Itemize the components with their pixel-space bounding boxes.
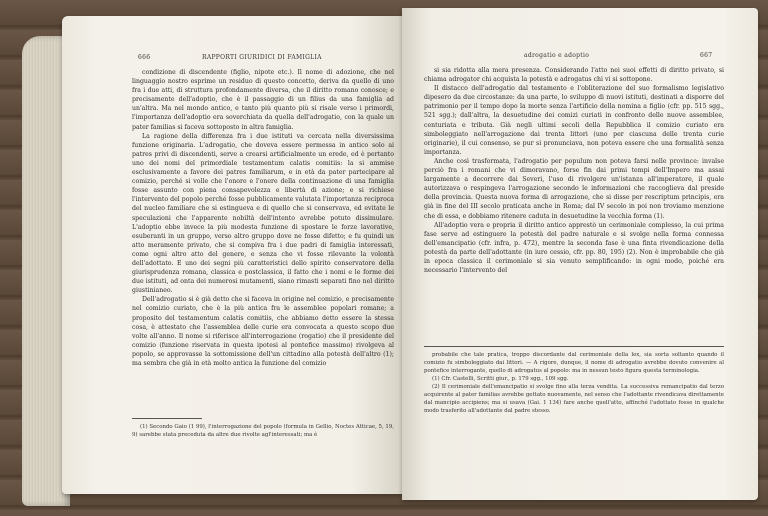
right-paragraph: Il distacco dell'adrogatio dal testamento e l'obliterazione del suo formalismo legislativo dipesero da due circostanze: da una parte, lo sviluppo di nuovi istituti, destinati a disporre del patrimonio per il tempo dopo la morte senza l'artificio della nomina a figlio (cfr. pp. 515 sgg., 521 sgg.); dall'altra, la desuetudine dei comizi curiati in confronto delle nuove assemblee, centuriata e tributa. Già negli ultimi secoli della Repubblica il comizio curiato era simboleggiato nell'arrogazione dai trenta littori (uno per ciascuna delle trenta curie originarie), il cui consenso, se pur si pronunciava, non poteva essere che una formalità senza importanza. bbox=[424, 85, 724, 156]
right-footnotes bbox=[424, 351, 724, 415]
right-running-head: adrogatio e adoptio bbox=[524, 52, 590, 59]
right-paragraph: All'adoptio vera e propria il diritto antico apprestò un cerimoniale complesso, la cui prima fase serve ad estinguere la potestà del padre naturale e si svolge nella forma connessa dell'emancipatio (cfr. infra, p. 472), mentre la seconda fase è una finta rivendicazione della potestà da parte dell'adottante (in iure cessio, cfr. pp. 80, 195) (2). Non è improbabile che già in epoca classica il cerimoniale si sia venuto semplificando: in ogni modo, poiché era necessario l'intervento del bbox=[424, 221, 724, 275]
left-paragraph: Dell'adrogatio si è già detto che si faceva in origine nel comizio, e precisamente nel comizio curiato, che è la più antica fra le assemblee popolari romane; a proposito del testamentum calatis comitiis, che abbiamo detto essere la stessa cosa, è attestato che l'assemblea delle curie era convocata a questo scopo due volte all'anno. Il nome si riferisce all'interrogazione (rogatio) che il presidente del comizio (funzione riservata in questa ipotesi al pontefice massimo) rivolgeva al popolo, se approvasse la sottomissione dell'un cittadino alla potestà dell'altro (1); ma sembra che già in età molto antica la funzione del comizio bbox=[132, 296, 394, 367]
footnote-rule bbox=[424, 346, 724, 347]
left-paragraph: condizione di discendente (figlio, nipote etc.). Il nome di adozione, che nel linguaggio nostro esprime un residuo di questo concetto, deriva da quello di uno fra i due atti, di struttura profondamente diversa, che il diritto romano conosce; e precisamente dell'adoptio, che è il passaggio di un filius da una famiglia ad un'altra. Ma nel mondo antico, e tanto più quanto più si risale verso i primordi, l'importanza dell'adoptio era soverchiata da quella dell'adrogatio, con la quale un pater familias si faceva sottoposto in altra famiglia. bbox=[132, 69, 394, 131]
left-page bbox=[62, 16, 402, 494]
footnote: (1) Cfr. Castelli, Scritti giur., p. 179 sgg., 109 sgg. bbox=[432, 376, 569, 382]
footnote-rule bbox=[132, 418, 202, 419]
left-paragraph: La ragione della differenza fra i due istituti va cercata nella diversissima funzione originaria. L'adrogatio, che doveva essere permessa in antico solo ai patres privi di discendenti, serve a crearsi artificialmente un erede, ed è pertanto uno dei nomi del primordiale testamentum calatis comitiis: la si ammise esclusivamente a favore dei patres familiarum, e in età da pater partecipare al comizio, perché si volle che l'onore e l'onere della continuazione di una famiglia fosse assunto con piena consapevolezza e libertà di azione; e si richiese l'intervento del popolo perché fosse pubblicamente valutata l'importanza reciproca del nucleo familiare che si estingueva e di quello che si conservava, ed evitate le speculazioni che l'apparente nobiltà dell'intento avrebbe potuto dissimulare. L'adoptio ebbe invece la più modesta funzione di spostare le forze lavorative, esuberanti in un gruppo, verso altro gruppo dove ne fosse difetto; e fu quindi un atto meramente privato, che si compiva fra i due padri di famiglia interessati, come ogni altro atto del genere, e senza che vi fosse rilevante la volontà dell'adottato. E uno dei segni più caratteristici dello spirito conservatore della giurisprudenza romana, classica e postclassica, il fatto che i nomi e le forme dei due istituti, ad onta dei numerosi mutamenti, siano rimasti separati fino nel diritto giustinianeo. bbox=[132, 132, 394, 295]
left-page-number: 666 bbox=[138, 54, 151, 61]
footnote: (2) Il cerimoniale dell'emancipatio si svolge fino alla terza vendita. La successiva remancipatio dal terzo acquirente al pater familias avrebbe gettato nuovamente, nel senso che l'adottante rivendicava direttamente dal mancipio accipiens; ma si usava (Gai. 1 134) fare anche quell'atto, affinché l'adottato fosse in qualche modo trasferito all'adottante dal padre stesso. bbox=[424, 384, 724, 414]
footnote: probabile che tale pratica, troppo discordante dal cerimoniale della lex, sia sorta soltanto quando il comizio fu simboleggiato dai littori. — A rigore, dunque, il nome di adrogatio avrebbe dovuto convenire al pontefice interrogante, quello di adrogatus al popolo: ma in nessun testo figura questa terminologia. bbox=[424, 352, 724, 374]
right-body-text bbox=[424, 66, 724, 275]
open-book bbox=[22, 6, 762, 506]
left-running-head: RAPPORTI GIURIDICI DI FAMIGLIA bbox=[202, 54, 322, 61]
footnote: (1) Secondo Gaio (1 99), l'interrogazione del popolo (formula in Gellio, Noctes Atticae, 5, 19, 9) sarebbe stata preceduta da altre due rivolte agl'interessati; ma è bbox=[132, 424, 394, 438]
right-page-number: 667 bbox=[700, 52, 713, 59]
right-paragraph: Anche così trasformata, l'adrogatio per populum non poteva farsi nelle province: invalse perciò fra i romani che vi dimoravano, forse fin dai primi tempi dell'Impero ma assai largamente a decorrere dai Severi, l'uso di rivolgere un'istanza all'imperatore, il quale autorizzava o respingeva l'arrogazione secondo le informazioni che raccoglieva dal preside della provincia. Questa nuova forma di arrogazione, che si disse per rescriptum principis, era già in fine del III secolo praticata anche in Roma; dal IV secolo in poi non troviamo menzione che di essa, e dobbiamo ritenere caduta in desuetudine la vecchia forma (1). bbox=[424, 157, 724, 220]
right-paragraph: si sia ridotta alla mera presenza. Considerando l'atto nei suoi effetti di diritto privato, si chiama adrogator chi acquista la potestà e adrogatus chi vi si sottopone. bbox=[424, 67, 724, 84]
left-body-text bbox=[132, 68, 394, 368]
left-footnotes bbox=[132, 423, 394, 439]
right-page bbox=[402, 8, 758, 500]
